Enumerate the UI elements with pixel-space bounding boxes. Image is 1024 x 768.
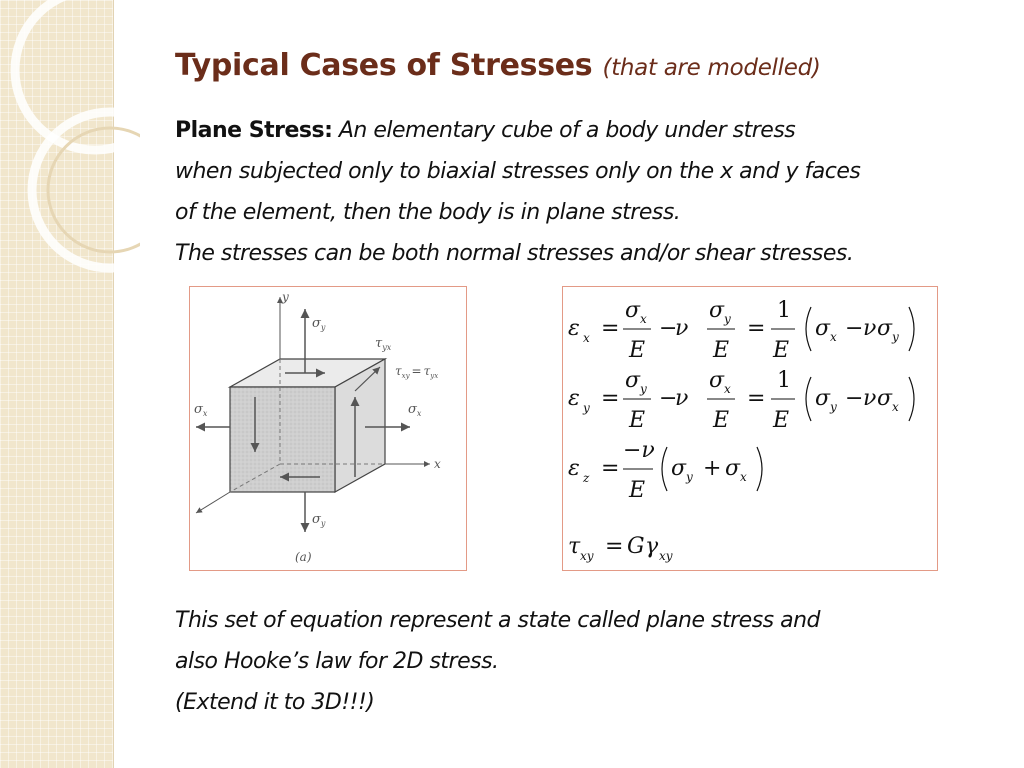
svg-text:τ: τ: [568, 534, 581, 559]
svg-text:y: y: [892, 330, 899, 344]
svg-text:E: E: [713, 338, 730, 363]
svg-text:+: +: [703, 456, 722, 481]
svg-text:E: E: [629, 478, 646, 503]
svg-text:G: G: [627, 534, 645, 559]
svg-text:ν: ν: [863, 316, 877, 341]
svg-text:σ: σ: [877, 386, 893, 411]
svg-text:xy: xy: [659, 549, 673, 563]
label-tau-yx: $\tau_{yx}$: [375, 336, 392, 352]
label-sigma-y-top: $\sigma_y$: [312, 316, 326, 332]
svg-text:E: E: [629, 408, 646, 433]
svg-text:σ: σ: [709, 298, 725, 323]
svg-text:σ: σ: [625, 298, 641, 323]
conclusion-line-2: also Hooke’s law for 2D stress.: [175, 649, 499, 674]
svg-text:x: x: [740, 470, 747, 484]
svg-text:σ: σ: [877, 316, 893, 341]
svg-text:=: =: [601, 316, 620, 341]
label-sigma-x-left: $\sigma_x$: [194, 402, 208, 418]
equation-epsilon-y: [568, 368, 914, 433]
plane-stress-definition: [175, 110, 1005, 274]
definition-line-4: The stresses can be both normal stresses and/or shear stresses.: [175, 241, 854, 266]
svg-text:−ν: −ν: [623, 438, 655, 463]
conclusion-line-1: This set of equation represent a state called plane stress and: [175, 608, 821, 633]
definition-line-2: when subjected only to biaxial stresses only on the x and y faces: [175, 159, 861, 184]
definition-line-1: [175, 110, 1005, 151]
equation-tau-xy: [568, 534, 673, 563]
stress-cube-diagram: [190, 287, 466, 570]
svg-text:z: z: [583, 471, 590, 485]
equations-svg: [563, 287, 937, 570]
plane-stress-conclusion: [175, 600, 1005, 723]
svg-text:σ: σ: [815, 386, 831, 411]
svg-text:1: 1: [777, 368, 791, 393]
z-axis: [196, 492, 230, 513]
conclusion-line-3: (Extend it to 3D!!!): [175, 690, 375, 715]
svg-text:σ: σ: [625, 368, 641, 393]
svg-text:x: x: [640, 312, 647, 326]
title-subtitle: (that are modelled): [602, 55, 821, 81]
svg-text:σ: σ: [815, 316, 831, 341]
svg-text:−: −: [845, 316, 864, 341]
svg-text:ε: ε: [568, 456, 580, 481]
slide-title: [175, 48, 821, 83]
equation-epsilon-x: [568, 298, 914, 363]
svg-text:−: −: [845, 386, 864, 411]
svg-text:1: 1: [777, 298, 791, 323]
figure-caption: (a): [295, 550, 312, 564]
svg-text:ν: ν: [675, 316, 689, 341]
svg-text:σ: σ: [725, 456, 741, 481]
svg-text:x: x: [724, 382, 731, 396]
svg-text:=: =: [601, 386, 620, 411]
svg-text:ε: ε: [568, 386, 580, 411]
plane-stress-label: Plane Stress:: [175, 118, 333, 143]
svg-text:−: −: [659, 386, 678, 411]
label-tau-equality: $\tau_{xy} = \tau_{yx}$: [395, 364, 439, 380]
svg-text:=: =: [601, 456, 620, 481]
svg-text:ν: ν: [863, 386, 877, 411]
svg-text:y: y: [686, 470, 693, 484]
svg-text:x: x: [892, 400, 899, 414]
svg-text:=: =: [747, 386, 766, 411]
svg-text:y: y: [640, 382, 647, 396]
svg-text:E: E: [773, 408, 790, 433]
svg-text:x: x: [830, 330, 837, 344]
title-main: Typical Cases of Stresses: [175, 48, 593, 83]
svg-text:x: x: [583, 331, 590, 345]
svg-text:xy: xy: [580, 549, 594, 563]
svg-text:E: E: [629, 338, 646, 363]
svg-text:ν: ν: [675, 386, 689, 411]
svg-text:=: =: [605, 534, 624, 559]
svg-text:σ: σ: [671, 456, 687, 481]
svg-text:y: y: [583, 401, 590, 415]
svg-text:σ: σ: [709, 368, 725, 393]
label-x-axis: x: [434, 457, 441, 471]
hooke-law-equations: [562, 286, 938, 571]
svg-text:y: y: [830, 400, 837, 414]
stress-cube-figure: [189, 286, 467, 571]
svg-text:ε: ε: [568, 316, 580, 341]
svg-text:E: E: [773, 338, 790, 363]
definition-text-1: An elementary cube of a body under stress: [338, 118, 796, 143]
svg-text:−: −: [659, 316, 678, 341]
svg-text:E: E: [713, 408, 730, 433]
label-sigma-y-bottom: $\sigma_y$: [312, 512, 326, 528]
label-y-axis: y: [282, 290, 289, 304]
svg-text:=: =: [747, 316, 766, 341]
svg-text:γ: γ: [645, 534, 659, 559]
svg-text:y: y: [724, 312, 731, 326]
label-sigma-x-right: $\sigma_x$: [408, 402, 422, 418]
equation-epsilon-z: [568, 438, 762, 503]
definition-line-3: of the element, then the body is in plane stress.: [175, 200, 681, 225]
decorative-circles: [0, 0, 140, 300]
